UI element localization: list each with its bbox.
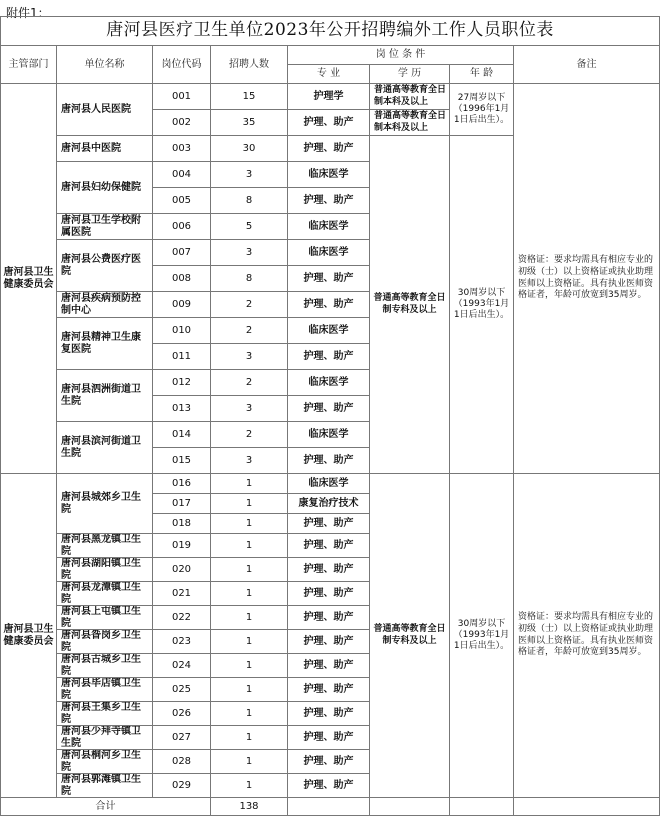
major-cell: 临床医学	[288, 318, 370, 344]
header-major: 专 业	[288, 65, 370, 84]
hire-count-cell: 1	[211, 474, 288, 494]
major-cell: 护理、助产	[288, 110, 370, 136]
header-count: 招聘人数	[211, 46, 288, 84]
position-code-cell: 029	[153, 774, 211, 798]
education-cell: 普通高等教育全日制本科及以上	[370, 84, 450, 110]
hire-count-cell: 3	[211, 448, 288, 474]
major-cell: 临床医学	[288, 370, 370, 396]
major-cell: 临床医学	[288, 240, 370, 266]
hire-count-cell: 3	[211, 240, 288, 266]
major-cell: 护理、助产	[288, 344, 370, 370]
major-cell: 护理学	[288, 84, 370, 110]
unit-name-cell: 唐河县人民医院	[57, 84, 153, 136]
hire-count-cell: 2	[211, 318, 288, 344]
table-title: 唐河县医疗卫生单位2023年公开招聘编外工作人员职位表	[1, 17, 660, 46]
position-code-cell: 003	[153, 136, 211, 162]
education-cell: 普通高等教育全日制专科及以上	[370, 474, 450, 798]
unit-name-cell: 唐河县湖阳镇卫生院	[57, 558, 153, 582]
hire-count-cell: 1	[211, 582, 288, 606]
unit-name-cell: 唐河县昝岗乡卫生院	[57, 630, 153, 654]
major-cell: 护理、助产	[288, 582, 370, 606]
total-empty-cell	[450, 798, 514, 816]
hire-count-cell: 1	[211, 726, 288, 750]
position-code-cell: 021	[153, 582, 211, 606]
hire-count-cell: 1	[211, 774, 288, 798]
major-cell: 护理、助产	[288, 396, 370, 422]
dept-cell: 唐河县卫生健康委员会	[1, 474, 57, 798]
unit-name-cell: 唐河县泗洲街道卫生院	[57, 370, 153, 422]
hire-count-cell: 1	[211, 678, 288, 702]
position-code-cell: 027	[153, 726, 211, 750]
position-table	[0, 16, 660, 816]
hire-count-cell: 1	[211, 750, 288, 774]
position-code-cell: 001	[153, 84, 211, 110]
hire-count-cell: 1	[211, 514, 288, 534]
position-code-cell: 002	[153, 110, 211, 136]
unit-name-cell: 唐河县黑龙镇卫生院	[57, 534, 153, 558]
hire-count-cell: 5	[211, 214, 288, 240]
hire-count-cell: 2	[211, 292, 288, 318]
hire-count-cell: 3	[211, 396, 288, 422]
header-education: 学 历	[370, 65, 450, 84]
total-empty-cell	[370, 798, 450, 816]
major-cell: 护理、助产	[288, 448, 370, 474]
unit-name-cell: 唐河县妇幼保健院	[57, 162, 153, 214]
position-code-cell: 023	[153, 630, 211, 654]
major-cell: 护理、助产	[288, 136, 370, 162]
major-cell: 护理、助产	[288, 606, 370, 630]
table-row	[1, 84, 660, 110]
table-row	[1, 474, 660, 494]
major-cell: 护理、助产	[288, 702, 370, 726]
major-cell: 护理、助产	[288, 678, 370, 702]
age-cell: 30周岁以下（1993年1月1日后出生）。	[450, 474, 514, 798]
total-label: 合计	[1, 798, 211, 816]
hire-count-cell: 1	[211, 654, 288, 678]
header-note: 备注	[514, 46, 660, 84]
hire-count-cell: 3	[211, 344, 288, 370]
position-code-cell: 019	[153, 534, 211, 558]
major-cell: 护理、助产	[288, 630, 370, 654]
major-cell: 护理、助产	[288, 774, 370, 798]
position-code-cell: 015	[153, 448, 211, 474]
hire-count-cell: 1	[211, 558, 288, 582]
position-code-cell: 028	[153, 750, 211, 774]
major-cell: 护理、助产	[288, 292, 370, 318]
position-code-cell: 016	[153, 474, 211, 494]
unit-name-cell: 唐河县毕店镇卫生院	[57, 678, 153, 702]
hire-count-cell: 1	[211, 702, 288, 726]
attachment-label: 附件1：	[6, 6, 50, 20]
hire-count-cell: 8	[211, 266, 288, 292]
position-code-cell: 014	[153, 422, 211, 448]
unit-name-cell: 唐河县古城乡卫生院	[57, 654, 153, 678]
major-cell: 护理、助产	[288, 558, 370, 582]
hire-count-cell: 30	[211, 136, 288, 162]
unit-name-cell: 唐河县郭滩镇卫生院	[57, 774, 153, 798]
major-cell: 护理、助产	[288, 534, 370, 558]
major-cell: 康复治疗技术	[288, 494, 370, 514]
hire-count-cell: 1	[211, 630, 288, 654]
total-value: 138	[211, 798, 288, 816]
position-code-cell: 017	[153, 494, 211, 514]
total-empty-cell	[514, 798, 660, 816]
header-unit: 单位名称	[57, 46, 153, 84]
unit-name-cell: 唐河县龙潭镇卫生院	[57, 582, 153, 606]
position-code-cell: 005	[153, 188, 211, 214]
major-cell: 护理、助产	[288, 514, 370, 534]
position-code-cell: 025	[153, 678, 211, 702]
total-row	[1, 798, 660, 816]
header-age: 年 龄	[450, 65, 514, 84]
major-cell: 临床医学	[288, 214, 370, 240]
major-cell: 护理、助产	[288, 266, 370, 292]
major-cell: 护理、助产	[288, 726, 370, 750]
position-code-cell: 013	[153, 396, 211, 422]
hire-count-cell: 1	[211, 606, 288, 630]
hire-count-cell: 35	[211, 110, 288, 136]
note-cell: 资格证：要求均需具有相应专业的初级（士）以上资格证或执业助理医师以上资格证。具有执业医师资格证者，年龄可放宽到35周岁。	[514, 474, 660, 798]
unit-name-cell: 唐河县王集乡卫生院	[57, 702, 153, 726]
unit-name-cell: 唐河县滨河街道卫生院	[57, 422, 153, 474]
unit-name-cell: 唐河县疾病预防控制中心	[57, 292, 153, 318]
hire-count-cell: 1	[211, 494, 288, 514]
unit-name-cell: 唐河县桐河乡卫生院	[57, 750, 153, 774]
position-code-cell: 024	[153, 654, 211, 678]
note-cell: 资格证：要求均需具有相应专业的初级（士）以上资格证或执业助理医师以上资格证。具有执业医师资格证者，年龄可放宽到35周岁。	[514, 84, 660, 474]
unit-name-cell: 唐河县精神卫生康复医院	[57, 318, 153, 370]
age-cell: 27周岁以下（1996年1月1日后出生）。	[450, 84, 514, 136]
education-cell: 普通高等教育全日制本科及以上	[370, 110, 450, 136]
major-cell: 临床医学	[288, 162, 370, 188]
position-code-cell: 012	[153, 370, 211, 396]
hire-count-cell: 15	[211, 84, 288, 110]
position-code-cell: 018	[153, 514, 211, 534]
hire-count-cell: 2	[211, 370, 288, 396]
position-code-cell: 006	[153, 214, 211, 240]
position-code-cell: 026	[153, 702, 211, 726]
header-dept: 主管部门	[1, 46, 57, 84]
major-cell: 临床医学	[288, 422, 370, 448]
position-code-cell: 009	[153, 292, 211, 318]
dept-cell: 唐河县卫生健康委员会	[1, 84, 57, 474]
position-code-cell: 008	[153, 266, 211, 292]
position-code-cell: 010	[153, 318, 211, 344]
unit-name-cell: 唐河县中医院	[57, 136, 153, 162]
major-cell: 护理、助产	[288, 188, 370, 214]
hire-count-cell: 2	[211, 422, 288, 448]
position-code-cell: 022	[153, 606, 211, 630]
header-code: 岗位代码	[153, 46, 211, 84]
unit-name-cell: 唐河县少拜寺镇卫生院	[57, 726, 153, 750]
hire-count-cell: 3	[211, 162, 288, 188]
position-code-cell: 020	[153, 558, 211, 582]
major-cell: 护理、助产	[288, 750, 370, 774]
header-conditions: 岗 位 条 件	[288, 46, 514, 65]
hire-count-cell: 8	[211, 188, 288, 214]
major-cell: 临床医学	[288, 474, 370, 494]
education-cell: 普通高等教育全日制专科及以上	[370, 136, 450, 474]
position-code-cell: 007	[153, 240, 211, 266]
age-cell: 30周岁以下（1993年1月1日后出生）。	[450, 136, 514, 474]
major-cell: 护理、助产	[288, 654, 370, 678]
unit-name-cell: 唐河县公费医疗医院	[57, 240, 153, 292]
unit-name-cell: 唐河县上屯镇卫生院	[57, 606, 153, 630]
unit-name-cell: 唐河县卫生学校附属医院	[57, 214, 153, 240]
hire-count-cell: 1	[211, 534, 288, 558]
unit-name-cell: 唐河县城郊乡卫生院	[57, 474, 153, 534]
total-empty-cell	[288, 798, 370, 816]
position-code-cell: 011	[153, 344, 211, 370]
position-code-cell: 004	[153, 162, 211, 188]
